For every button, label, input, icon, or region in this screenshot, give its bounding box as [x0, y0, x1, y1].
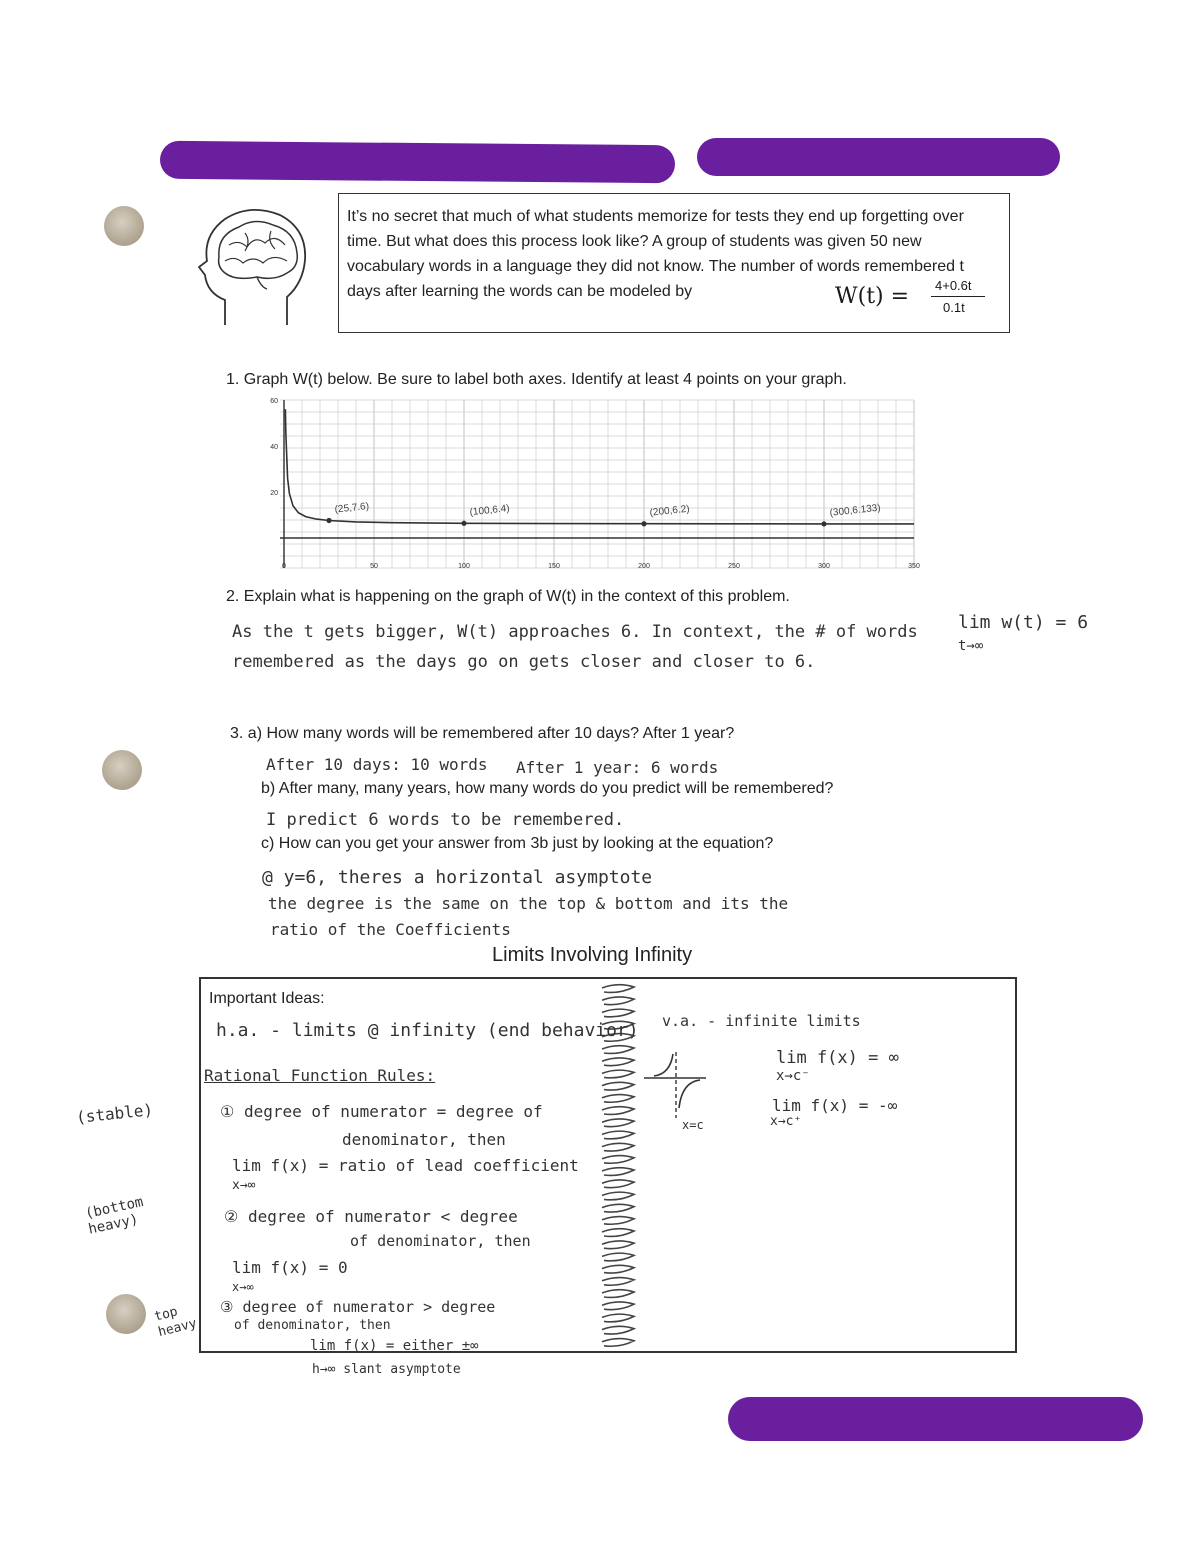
graph-point-label: (300,6.133): [829, 502, 882, 519]
notes-va-limit-2: lim f(x) = -∞: [772, 1096, 898, 1115]
answer-2-line-2: remembered as the days go on gets closer and closer to 6.: [232, 652, 816, 672]
question-3a: 3. a) How many words will be remembered after 10 days? After 1 year?: [230, 725, 735, 742]
question-3c: c) How can you get your answer from 3b just by looking at the equation?: [261, 835, 774, 852]
answer-2-side-limit: lim w(t) = 6: [958, 612, 1089, 633]
notes-rule-1b: denominator, then: [342, 1130, 506, 1149]
x-tick-label: 100: [458, 563, 470, 570]
x-tick-label: 350: [908, 563, 920, 570]
graph-point: [821, 521, 826, 526]
notes-rule-1d: x→∞: [232, 1178, 256, 1193]
y-tick-label: 20: [270, 490, 278, 497]
graph-point: [461, 521, 466, 526]
answer-3a-1-year: After 1 year: 6 words: [516, 758, 719, 777]
x-tick-label: 300: [818, 563, 830, 570]
redaction-bar-right: [697, 138, 1060, 176]
graph-w-of-t: [262, 396, 922, 578]
graph-point: [326, 518, 331, 523]
notes-rule-1a: ① degree of numerator = degree of: [220, 1102, 543, 1121]
formula-numerator: 4+0.6t: [935, 278, 972, 293]
notes-x-equals-c: x=c: [682, 1118, 704, 1132]
answer-2-line-1: As the t gets bigger, W(t) approaches 6. In context, the # of words: [232, 622, 918, 642]
notes-ha: h.a. - limits @ infinity (end behavior): [216, 1020, 639, 1041]
x-tick-label: 50: [370, 563, 378, 570]
notes-rule-3d: h→∞ slant asymptote: [312, 1362, 461, 1377]
notes-va-limit-2-sub: x→c⁺: [770, 1114, 802, 1129]
x-tick-label: 250: [728, 563, 740, 570]
margin-top-heavy: top heavy: [152, 1304, 199, 1341]
formula-function-name: W(t) =: [835, 284, 910, 309]
answer-3a-10-days: After 10 days: 10 words: [266, 755, 488, 774]
x-tick-label: 200: [638, 563, 650, 570]
notes-heading: Important Ideas:: [209, 990, 325, 1007]
question-3b: b) After many, many years, how many words do you predict will be remembered?: [261, 780, 834, 797]
binder-hole-top: [104, 206, 144, 246]
x-tick-label: 150: [548, 563, 560, 570]
notes-va: v.a. - infinite limits: [662, 1012, 861, 1030]
problem-intro-box: [338, 193, 1010, 333]
answer-3c-line-3: ratio of the Coefficients: [270, 920, 511, 939]
brain-head-illustration: [195, 205, 315, 335]
graph-point-label: (100,6.4): [469, 503, 511, 519]
formula-denominator: 0.1t: [943, 300, 965, 315]
answer-3c-line-1: @ y=6, theres a horizontal asymptote: [262, 867, 653, 888]
notes-rule-2b: of denominator, then: [350, 1232, 531, 1250]
notes-rules-title: Rational Function Rules:: [204, 1066, 436, 1085]
binder-hole-middle: [102, 750, 142, 790]
y-tick-label: 60: [270, 398, 278, 405]
answer-3c-line-2: the degree is the same on the top & bottom and its the: [268, 894, 789, 913]
notes-rule-3c: lim f(x) = either ±∞: [310, 1338, 479, 1354]
graph-point-label: (200,6.2): [649, 503, 691, 519]
margin-bottom-heavy: (bottom heavy): [83, 1194, 145, 1238]
notes-va-limit-1: lim f(x) = ∞: [776, 1048, 899, 1068]
notes-rule-1c: lim f(x) = ratio of lead coefficient: [232, 1156, 579, 1175]
y-tick-label: 40: [270, 444, 278, 451]
model-formula: [835, 274, 995, 322]
w-of-t-curve: [285, 409, 914, 524]
question-1: 1. Graph W(t) below. Be sure to label both axes. Identify at least 4 points on your graph.: [226, 371, 847, 388]
graph-point: [641, 521, 646, 526]
notes-va-limit-1-sub: x→c⁻: [776, 1068, 810, 1084]
notes-rule-3b: of denominator, then: [234, 1318, 391, 1333]
answer-2-side-limit-sub: t→∞: [958, 638, 984, 654]
notes-rule-2c: lim f(x) = 0: [232, 1258, 348, 1277]
notes-rule-3a: ③ degree of numerator > degree: [220, 1298, 496, 1316]
formula-fraction-bar: [931, 296, 985, 297]
redaction-bar-left: [160, 141, 675, 183]
binder-hole-bottom: [106, 1294, 146, 1334]
section-title: Limits Involving Infinity: [492, 944, 693, 966]
redaction-bar-bottom: [728, 1397, 1143, 1441]
question-2: 2. Explain what is happening on the graph of W(t) in the context of this problem.: [226, 588, 790, 605]
notes-rule-2d: x→∞: [232, 1280, 254, 1294]
graph-point-label: (25,7.6): [334, 500, 370, 516]
answer-3b: I predict 6 words to be remembered.: [266, 810, 625, 830]
margin-stable: (stable): [75, 1100, 154, 1127]
notes-rule-2a: ② degree of numerator < degree: [224, 1207, 518, 1226]
x-tick-label: 0: [282, 563, 286, 570]
problem-intro-text: It’s no secret that much of what students memorize for tests they end up forgetting over time. But what does this process look like? A group of students was given 50 new vocabulary words in a language they did not know. The number of words remembered t days after learning the words can be modeled by: [347, 208, 964, 300]
